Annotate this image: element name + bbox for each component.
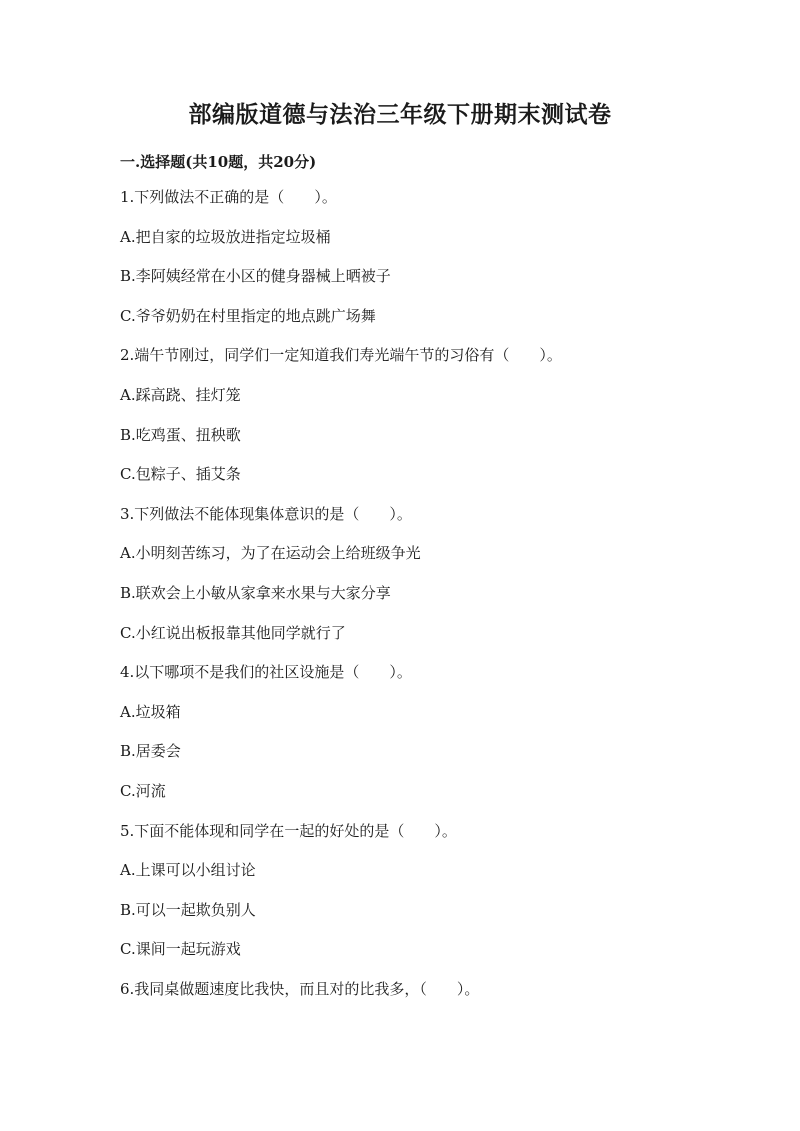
question-1-option-b: B.李阿姨经常在小区的健身器械上晒被子 <box>120 267 391 286</box>
question-3-option-a: A.小明刻苦练习，为了在运动会上给班级争光 <box>120 544 421 563</box>
question-1-option-c: C.爷爷奶奶在村里指定的地点跳广场舞 <box>120 306 376 325</box>
question-2: 2.端午节刚过，同学们一定知道我们寿光端午节的习俗有（ ）。 <box>120 346 562 365</box>
page-title: 部编版道德与法治三年级下册期末测试卷 <box>188 101 612 128</box>
question-5-option-a: A.上课可以小组讨论 <box>120 861 256 880</box>
question-6: 6.我同桌做题速度比我快，而且对的比我多，（ ）。 <box>120 979 480 998</box>
question-2-option-a: A.踩高跷、挂灯笼 <box>120 385 241 404</box>
question-3: 3.下列做法不能体现集体意识的是（ ）。 <box>120 504 412 523</box>
question-5-option-c: C.课间一起玩游戏 <box>120 940 241 959</box>
question-2-option-c: C.包粽子、插艾条 <box>120 465 241 484</box>
question-4: 4.以下哪项不是我们的社区设施是（ ）。 <box>120 663 412 682</box>
question-5-option-b: B.可以一起欺负别人 <box>120 900 256 919</box>
question-3-option-b: B.联欢会上小敏从家拿来水果与大家分享 <box>120 583 391 602</box>
question-4-option-c: C.河流 <box>120 781 166 800</box>
question-5: 5.下面不能体现和同学在一起的好处的是（ ）。 <box>120 821 457 840</box>
question-1-option-a: A.把自家的垃圾放进指定垃圾桶 <box>120 227 331 246</box>
question-2-option-b: B.吃鸡蛋、扭秧歌 <box>120 425 241 444</box>
question-list <box>120 186 720 1017</box>
section-heading: 一.选择题(共10题，共20分) <box>120 153 317 171</box>
question-4-option-a: A.垃圾箱 <box>120 702 181 721</box>
question-3-option-c: C.小红说出板报靠其他同学就行了 <box>120 623 346 642</box>
question-1: 1.下列做法不正确的是（ ）。 <box>120 188 337 206</box>
question-4-option-b: B.居委会 <box>120 742 181 761</box>
